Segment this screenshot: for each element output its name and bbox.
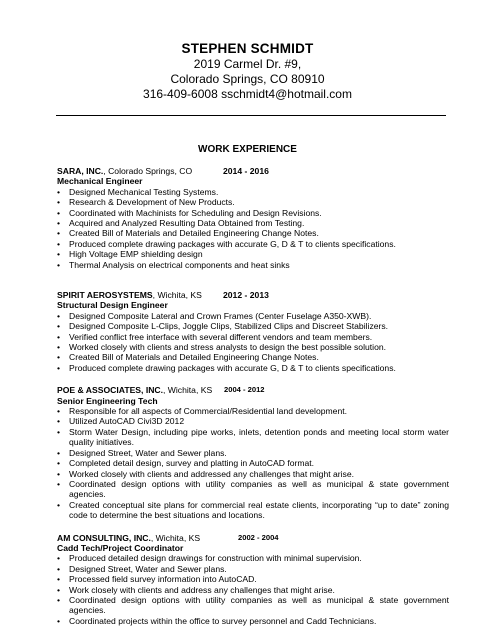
company-name: POE & ASSOCIATES, INC. — [57, 385, 164, 396]
company-location: , Wichita, KS — [150, 532, 201, 543]
duty-item: • High Voltage EMP shielding design — [57, 249, 203, 260]
bullet-icon: • — [57, 186, 61, 197]
duty-item: • Work closely with clients and address any challenges that might arise. — [57, 584, 335, 595]
bullet-icon: • — [57, 574, 61, 585]
duty-list — [57, 187, 449, 270]
duty-item: • Coordinated design options with utility companies as well as municipal & state government agencies. — [57, 478, 449, 500]
duty-item: • Created Bill of Materials and Detailed Engineering Change Notes. — [57, 228, 319, 239]
work-experience — [57, 166, 449, 626]
bullet-icon: • — [57, 416, 61, 427]
job-title: Senior Engineering Tech — [57, 395, 158, 406]
bullet-icon: • — [57, 228, 61, 239]
company-name: SPIRIT AEROSYSTEMS — [57, 290, 153, 301]
duty-item: • Created Bill of Materials and Detailed Engineering Change Notes. — [57, 352, 319, 363]
job-dates: 2014 - 2016 — [223, 166, 269, 176]
duty-item: • Acquired and Analyzed Resulting Data Obtained from Testing. — [57, 218, 305, 229]
duty-list — [57, 406, 449, 520]
duty-item: • Processed field survey information into AutoCAD. — [57, 574, 257, 585]
address-line-1: 2019 Carmel Dr. #9, — [193, 57, 302, 71]
bullet-icon: • — [57, 342, 61, 353]
job-heading — [57, 166, 449, 176]
job-entry — [57, 290, 449, 373]
duty-item: • Designed Composite Lateral and Crown Frames (Center Fuselage A350-XWB). — [57, 310, 372, 321]
bullet-icon: • — [57, 553, 61, 564]
company-location: , Wichita, KS — [152, 290, 202, 301]
duty-item: • Utilized AutoCAD Civi3D 2012 — [57, 416, 185, 427]
job-title: Mechanical Engineer — [57, 176, 143, 187]
spacer — [57, 521, 449, 533]
section-title: WORK EXPERIENCE — [198, 144, 297, 155]
job-heading — [57, 290, 449, 300]
duty-item: • Produced complete drawing packages with accurate G, D & T to clients specifications. — [57, 238, 396, 249]
duty-item: • Coordinated with Machinists for Scheduling and Design Revisions. — [57, 207, 322, 218]
bullet-icon: • — [57, 331, 61, 342]
duty-item: • Research & Development of New Products. — [57, 197, 235, 208]
duty-item: • Coordinated design options with utility companies as well as municipal & state government agencies. — [57, 594, 449, 616]
address-line-2: Colorado Springs, CO 80910 — [170, 72, 325, 86]
bullet-icon: • — [57, 238, 61, 249]
duty-list — [57, 553, 449, 626]
duty-item: • Designed Street, Water and Sewer plans. — [57, 447, 227, 458]
bullet-icon: • — [57, 406, 61, 417]
candidate-name: STEPHEN SCHMIDT — [181, 41, 314, 56]
duty-item: • Worked closely with clients and addressed any challenges that might arise. — [57, 468, 355, 479]
job-heading — [57, 385, 449, 395]
job-title: Structural Design Engineer — [57, 300, 168, 311]
bullet-icon: • — [57, 615, 61, 626]
duty-item: • Coordinated projects within the office to survey personnel and Cadd Technicians. — [57, 615, 377, 626]
job-entry — [57, 385, 449, 520]
bullet-icon: • — [57, 259, 61, 270]
bullet-icon: • — [57, 478, 61, 489]
bullet-icon: • — [57, 468, 61, 479]
bullet-icon: • — [57, 197, 61, 208]
job-dates: 2002 - 2004 — [238, 532, 279, 542]
job-entry — [57, 166, 449, 270]
bullet-icon: • — [57, 447, 61, 458]
header-divider — [56, 115, 446, 116]
bullet-icon: • — [57, 362, 61, 373]
job-heading — [57, 533, 449, 543]
duty-item: • Thermal Analysis on electrical components and heat sinks — [57, 259, 290, 270]
job-title: Cadd Tech/Project Coordinator — [57, 542, 184, 553]
job-dates: 2004 - 2012 — [224, 385, 265, 395]
duty-item: • Verified conflict free interface with several different vendors and team members. — [57, 331, 373, 342]
duty-item: • Designed Composite L-Clips, Joggle Clips, Stabilized Clips and Discreet Stabilizers. — [57, 321, 389, 332]
bullet-icon: • — [57, 321, 61, 332]
duty-item: • Responsible for all aspects of Commercial/Residential land development. — [57, 406, 348, 417]
job-entry — [57, 533, 449, 627]
bullet-icon: • — [57, 594, 61, 605]
bullet-icon: • — [57, 207, 61, 218]
bullet-icon: • — [57, 352, 61, 363]
job-dates: 2012 - 2013 — [223, 290, 269, 301]
spacer — [57, 373, 449, 385]
duty-item: • Created conceptual site plans for commercial real estate clients, incorporating “up to date” zoning code to determine the best situations and locations. — [57, 499, 449, 521]
bullet-icon: • — [57, 426, 61, 437]
duty-item: • Designed Mechanical Testing Systems. — [57, 186, 219, 197]
company-name: SARA, INC. — [57, 166, 104, 176]
bullet-icon: • — [57, 458, 61, 469]
duty-item: • Produced detailed design drawings for construction with minimal supervision. — [57, 553, 362, 564]
bullet-icon: • — [57, 218, 61, 229]
spacer — [57, 270, 449, 290]
duty-item: • Designed Street, Water and Sewer plans. — [57, 563, 227, 574]
contact-line: 316-409-6008 sschmidt4@hotmail.com — [143, 87, 352, 101]
duty-item: • Produced complete drawing packages with accurate G, D & T to clients specifications. — [57, 362, 396, 373]
resume-header — [0, 40, 495, 102]
company-location: , Wichita, KS — [163, 385, 213, 396]
bullet-icon: • — [57, 310, 61, 321]
duty-item: • Worked closely with clients and stress analysts to design the best possible solution. — [57, 342, 387, 353]
company-name: AM CONSULTING, INC. — [57, 532, 151, 543]
company-location: , Colorado Springs, CO — [103, 166, 193, 176]
bullet-icon: • — [57, 249, 61, 260]
duty-item: • Completed detail design, survey and platting in AutoCAD format. — [57, 458, 315, 469]
bullet-icon: • — [57, 584, 61, 595]
duty-item: • Storm Water Design, including pipe works, inlets, detention ponds and meeting local storm water quality initiatives. — [57, 426, 449, 448]
bullet-icon: • — [57, 499, 61, 510]
bullet-icon: • — [57, 563, 61, 574]
duty-list — [57, 311, 449, 373]
